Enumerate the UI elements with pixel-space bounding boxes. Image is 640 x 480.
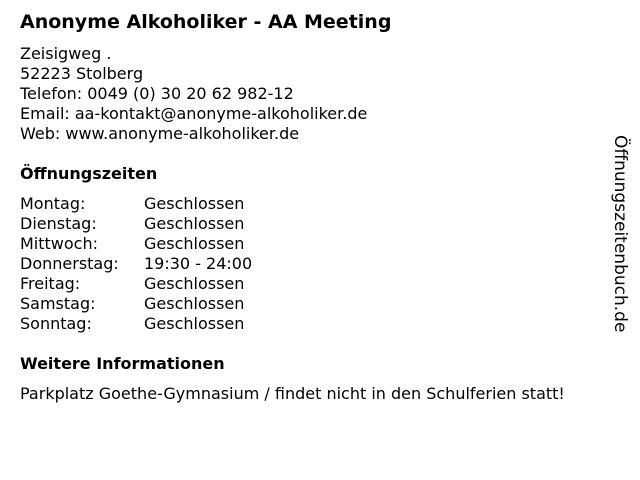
address-block <box>20 44 367 144</box>
day-label: Donnerstag: <box>20 254 119 273</box>
day-hours: Geschlossen <box>144 234 245 253</box>
day-hours: Geschlossen <box>144 214 245 233</box>
table-row <box>20 194 252 214</box>
day-hours: 19:30 - 24:00 <box>144 254 253 273</box>
more-info-heading: Weitere Informationen <box>20 354 225 373</box>
day-label: Montag: <box>20 194 86 213</box>
web-line: Web: www.anonyme-alkoholiker.de <box>20 124 300 143</box>
day-label: Dienstag: <box>20 214 97 233</box>
phone-line: Telefon: 0049 (0) 30 20 62 982-12 <box>20 84 294 103</box>
table-row <box>20 254 252 274</box>
brand-watermark: Öffnungszeitenbuch.de <box>610 135 630 333</box>
day-hours: Geschlossen <box>144 314 245 333</box>
opening-hours-heading: Öffnungszeiten <box>20 164 158 183</box>
day-hours: Geschlossen <box>144 274 245 293</box>
more-info-text: Parkplatz Goethe-Gymnasium / findet nicht in den Schulferien statt! <box>20 384 565 403</box>
table-row <box>20 234 252 254</box>
table-row <box>20 274 252 294</box>
table-row <box>20 294 252 314</box>
day-label: Freitag: <box>20 274 81 293</box>
email-line: Email: aa-kontakt@anonyme-alkoholiker.de <box>20 104 368 123</box>
address-street: Zeisigweg . <box>20 44 112 63</box>
page-title: Anonyme Alkoholiker - AA Meeting <box>20 11 392 33</box>
day-hours: Geschlossen <box>144 194 245 213</box>
day-label: Mittwoch: <box>20 234 98 253</box>
day-hours: Geschlossen <box>144 294 245 313</box>
table-row <box>20 214 252 234</box>
address-city: 52223 Stolberg <box>20 64 144 83</box>
day-label: Samstag: <box>20 294 96 313</box>
opening-hours-table <box>20 194 252 334</box>
day-label: Sonntag: <box>20 314 92 333</box>
table-row <box>20 314 252 334</box>
